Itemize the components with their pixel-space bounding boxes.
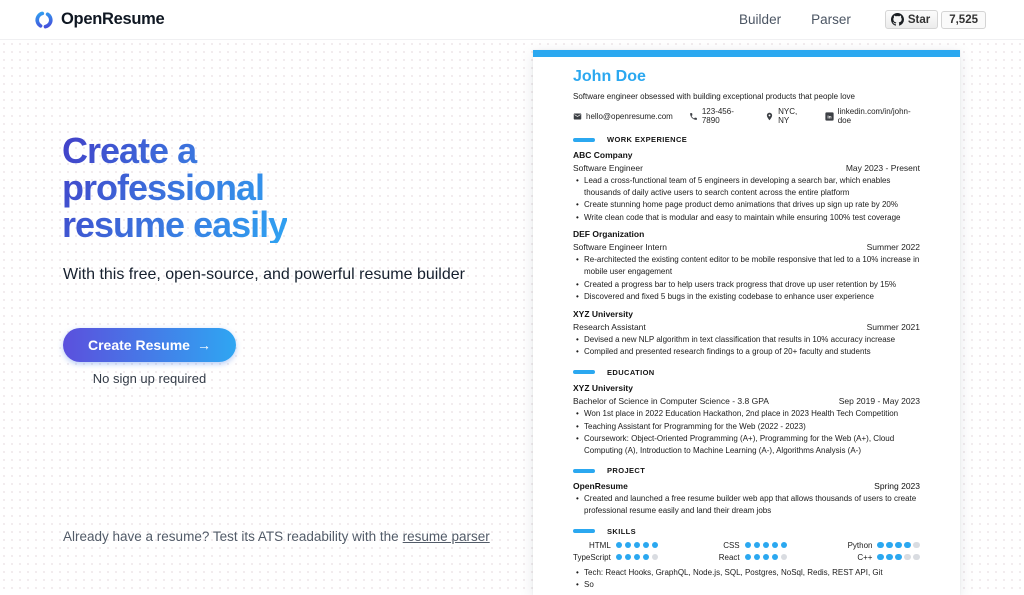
job-date: Summer 2021 [866, 321, 920, 332]
nav-parser[interactable]: Parser [811, 12, 851, 27]
contact-linkedin: in linkedin.com/in/john-doe [825, 107, 920, 125]
section-heading-skills: SKILLS [573, 527, 920, 536]
section-heading-education: EDUCATION [573, 368, 920, 377]
parser-prompt-text: Already have a resume? Test its ATS readability with the [63, 529, 399, 544]
resume-contact-row [573, 107, 920, 125]
bullet-item: • Compiled and presented research findings to a group of 20+ faculty and students [573, 346, 920, 358]
linkedin-icon [825, 112, 834, 121]
bullet-item: • Discovered and fixed 5 bugs in the existing codebase to enhance user experience [573, 291, 920, 303]
education-date: Sep 2019 - May 2023 [838, 395, 920, 406]
contact-location: NYC, NY [765, 107, 809, 125]
logo-text: OpenResume [61, 10, 165, 28]
hero-title-line-2: professional [62, 167, 265, 208]
work-entry: DEF Organization Software Engineer Intern Summer 2022 • Re-architected the existing content editor to be mobile responsive that led to a 10% increase in mobile user engagement • Created a progress bar to help users track progress that drove up user retention by 15% • Discovered and fixed 5 bugs in the existing codebase to enhance user experience [573, 229, 920, 302]
create-resume-button[interactable] [63, 328, 236, 362]
no-signup-note: No sign up required [92, 371, 207, 386]
github-icon [891, 13, 904, 26]
bullet-item: • Devised a new NLP algorithm in text classification that results in 10% accuracy increase [573, 334, 920, 346]
project-entry [573, 481, 920, 516]
skills-bullets [573, 567, 920, 591]
hero-title [62, 132, 287, 243]
job-date: May 2023 - Present [845, 163, 920, 173]
bullet-item: • Write clean code that is modular and easy to maintain while ensuring 100% test coverage [573, 212, 920, 224]
skill-css: CSS [719, 541, 787, 550]
bullet-item: • Lead a cross-functional team of 5 engineers in developing a search bar, which enables thousands of daily active users to search content across the entire platform [573, 175, 920, 198]
contact-email: hello@openresume.com [573, 112, 673, 121]
github-star-label: Star [907, 13, 931, 26]
bullet-item: • Teaching Assistant for Programming for the Web (2022 - 2023) [573, 421, 920, 433]
bullet-item: • Created and launched a free resume builder web app that allows thousands of users to create professional resume easily and land their dream jobs [573, 493, 920, 516]
section-heading-work: WORK EXPERIENCE [573, 135, 920, 144]
header-nav [739, 10, 986, 29]
skill-rating-dots [616, 554, 659, 561]
job-title: Software Engineer Intern [573, 242, 668, 253]
bullet-item: • Created a progress bar to help users track progress that drove up user retention by 15% [573, 279, 920, 291]
section-dash [573, 138, 595, 142]
section-dash [573, 370, 595, 374]
create-resume-label: Create Resume [88, 337, 190, 353]
github-star-button[interactable] [885, 10, 938, 29]
bullet-item: • Create stunning home page product demo animations that drives up sign up rate by 20% [573, 199, 920, 211]
github-star-widget [885, 10, 986, 29]
resume-accent-bar [533, 50, 960, 57]
phone-icon [689, 112, 698, 121]
skill-react: React [719, 553, 787, 562]
cta-group [63, 328, 236, 386]
github-star-count[interactable]: 7,525 [941, 11, 986, 29]
skills-grid [573, 541, 920, 562]
main-content [0, 40, 1024, 590]
site-header [0, 0, 1024, 40]
hero-subtitle: With this free, open-source, and powerful resume builder [63, 266, 465, 283]
skill-rating-dots [745, 554, 788, 561]
skill-rating-dots [745, 542, 788, 549]
skill-rating-dots [877, 542, 920, 549]
bullet-item: • Won 1st place in 2022 Education Hackathon, 2nd place in 2023 Health Tech Competition [573, 408, 920, 420]
logo-icon [34, 10, 54, 30]
resume-summary: Software engineer obsessed with building exceptional products that people love [573, 92, 855, 101]
education-entry: XYZ University Bachelor of Science in Computer Science - 3.8 GPA Sep 2019 - May 2023 • Won 1st place in 2022 Education Hackathon, 2nd place in 2023 Health Tech Competition • Teaching Assistant for Programming for the Web (2022 - 2023) • Coursework: Object-Oriented Programming (A+), Programming for the Web (A+), Cloud Computing (A), Introduction to Machine Learning (A-), Algorithms Analysis (A-) [573, 383, 920, 456]
mail-icon [573, 112, 582, 121]
work-entry: ABC Company Software Engineer May 2023 - Present • Lead a cross-functional team of 5 engineers in developing a search bar, which enables thousands of daily active users to search content across the entire platform • Create stunning home page product demo animations that drives up sign up rate by 20% • Write clean code that is modular and easy to maintain while ensuring 100% test coverage [573, 150, 920, 223]
arrow-right-icon: → [196, 337, 211, 353]
parser-prompt-line [63, 529, 490, 544]
skill-cpp: C++ [848, 553, 920, 562]
bullet-item: • Coursework: Object-Oriented Programming (A+), Programming for the Web (A+), Cloud Computing (A), Introduction to Machine Learning (A-), Algorithms Analysis (A-) [573, 433, 920, 456]
contact-phone: 123-456-7890 [689, 107, 749, 125]
resume-name: John Doe [573, 68, 646, 85]
hero-title-line-1: Create a [62, 130, 197, 171]
job-title: Research Assistant [573, 321, 646, 332]
location-pin-icon [765, 112, 774, 121]
svg-text:in: in [827, 115, 832, 121]
project-name: OpenResume [573, 481, 628, 492]
degree: Bachelor of Science in Computer Science - 3.8 GPA [573, 395, 769, 406]
bullet-item: • Re-architected the existing content editor to be mobile responsive that led to a 10% increase in mobile user engagement [573, 254, 920, 277]
skill-rating-dots [877, 554, 920, 561]
work-entry: XYZ University Research Assistant Summer 2021 • Devised a new NLP algorithm in text classification that results in 10% accuracy increase • Compiled and presented research findings to a group of 20+ faculty and students [573, 309, 920, 358]
job-date: Summer 2022 [866, 242, 920, 253]
skill-typescript: TypeScript [573, 553, 658, 562]
resume-body [533, 57, 960, 591]
logo-link[interactable] [34, 10, 164, 30]
job-title: Software Engineer [573, 163, 643, 173]
section-dash [573, 469, 595, 473]
hero-title-line-3: resume easily [62, 204, 288, 245]
resume-parser-link[interactable]: resume parser [402, 529, 490, 544]
section-heading-project: PROJECT [573, 466, 920, 475]
skill-html: HTML [573, 541, 658, 550]
skill-rating-dots [616, 542, 659, 549]
nav-builder[interactable]: Builder [739, 12, 782, 27]
section-dash [573, 529, 595, 533]
resume-preview-card [533, 50, 960, 595]
bullet-item: • So [573, 579, 920, 591]
skill-python: Python [848, 541, 920, 550]
project-date: Spring 2023 [874, 481, 920, 492]
bullet-item: • Tech: React Hooks, GraphQL, Node.js, SQL, Postgres, NoSql, Redis, REST API, Git [573, 567, 920, 579]
